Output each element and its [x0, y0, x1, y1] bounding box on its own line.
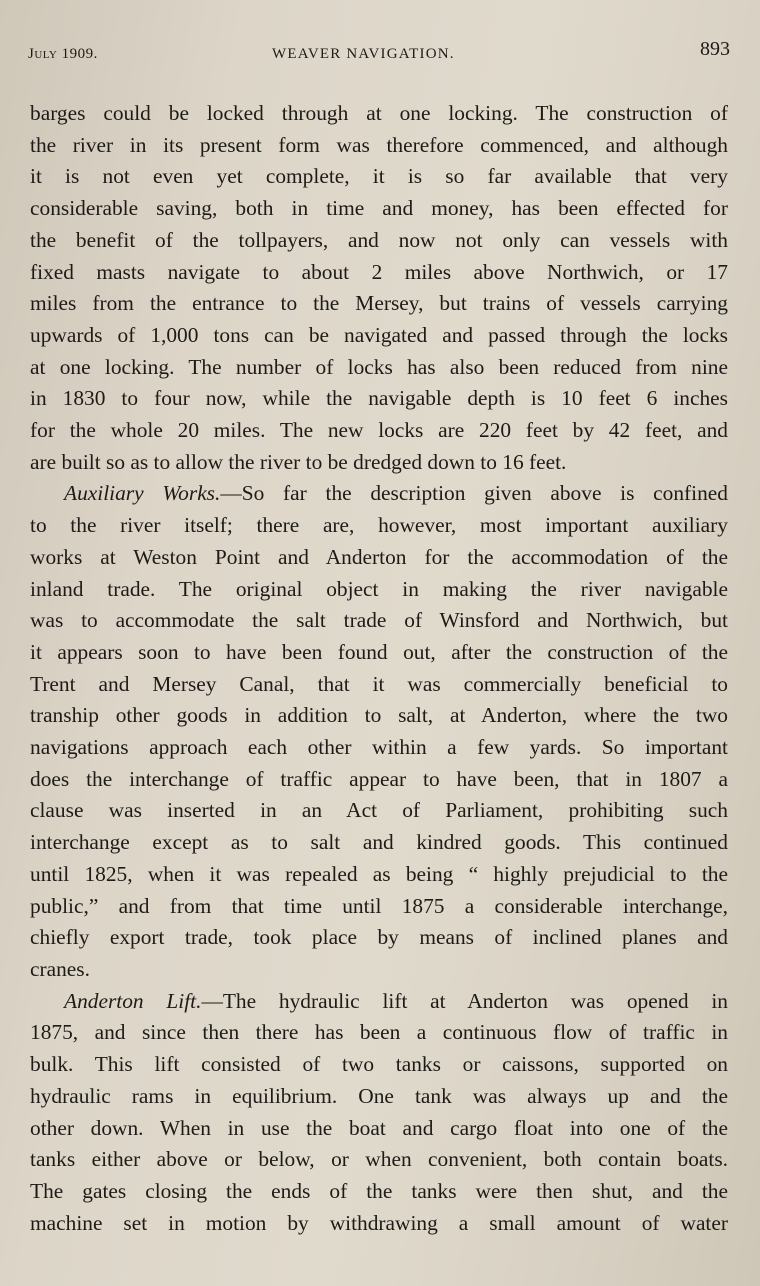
text-line: it is not even yet complete, it is so far available that very	[30, 164, 728, 189]
paragraph-3	[30, 986, 728, 1240]
text-line: cranes.	[30, 956, 90, 981]
text-line: until 1825, when it was repealed as being “ highly prejudicial to the	[30, 861, 728, 886]
text-line: public,” and from that time until 1875 a considerable interchange,	[30, 893, 728, 918]
text-line: Trent and Mersey Canal, that it was commercially beneficial to	[30, 671, 728, 696]
text-run: —The hydraulic lift at Anderton was opened in	[201, 988, 729, 1013]
section-lead: Anderton Lift.	[64, 988, 202, 1013]
text-line: it appears soon to have been found out, after the construction of the	[30, 639, 728, 664]
body-text	[30, 98, 728, 1239]
text-line: upwards of 1,000 tons can be navigated and passed through the locks	[30, 322, 728, 347]
text-line: tanks either above or below, or when convenient, both contain boats.	[30, 1147, 728, 1172]
text-line: works at Weston Point and Anderton for the accommodation of the	[30, 544, 728, 569]
text-line: navigations approach each other within a few yards. So important	[30, 735, 728, 760]
text-line: are built so as to allow the river to be dredged down to 16 feet.	[30, 449, 567, 474]
text-line: was to accommodate the salt trade of Winsford and Northwich, but	[30, 608, 728, 633]
text-line: other down. When in use the boat and cargo float into one of the	[30, 1115, 728, 1140]
header-title: WEAVER NAVIGATION.	[272, 46, 455, 62]
text-line: barges could be locked through at one locking. The construction of	[30, 101, 728, 125]
text-line: machine set in motion by withdrawing a small amount of water	[30, 1210, 728, 1235]
text-line: to the river itself; there are, however, most important auxiliary	[30, 513, 728, 538]
text-line: in 1830 to four now, while the navigable depth is 10 feet 6 inches	[30, 386, 728, 411]
text-line: the river in its present form was therefore commenced, and although	[30, 132, 728, 157]
text-line: clause was inserted in an Act of Parliament, prohibiting such	[30, 798, 728, 823]
text-line: the benefit of the tollpayers, and now not only can vessels with	[30, 227, 728, 252]
text-line-first	[30, 986, 728, 1018]
text-line: at one locking. The number of locks has also been reduced from nine	[30, 354, 728, 379]
text-line: chiefly export trade, took place by means of inclined planes and	[30, 925, 728, 950]
running-head	[28, 38, 730, 68]
text-line: tranship other goods in addition to salt, at Anderton, where the two	[30, 703, 728, 728]
text-line: interchange except as to salt and kindred goods. This continued	[30, 830, 728, 855]
text-line: hydraulic rams in equilibrium. One tank was always up and the	[30, 1083, 728, 1108]
text-line: The gates closing the ends of the tanks were then shut, and the	[30, 1178, 728, 1203]
paragraph-1	[30, 98, 728, 478]
page-number: 893	[700, 38, 730, 60]
section-lead: Auxiliary Works.	[64, 481, 221, 506]
text-line: inland trade. The original object in making the river navigable	[30, 576, 728, 601]
text-line: considerable saving, both in time and money, has been effected for	[30, 196, 728, 221]
text-run: —So far the description given above is confined	[220, 481, 728, 506]
text-line: fixed masts navigate to about 2 miles above Northwich, or 17	[30, 259, 728, 284]
paragraph-2	[30, 478, 728, 985]
header-date: July 1909.	[28, 46, 98, 62]
text-line: for the whole 20 miles. The new locks are 220 feet by 42 feet, and	[30, 418, 728, 443]
text-line: miles from the entrance to the Mersey, but trains of vessels carrying	[30, 291, 728, 316]
text-line: does the interchange of traffic appear to have been, that in 1807 a	[30, 766, 728, 791]
text-line: 1875, and since then there has been a continuous flow of traffic in	[30, 1020, 728, 1045]
text-line: bulk. This lift consisted of two tanks or caissons, supported on	[30, 1052, 728, 1077]
text-line-first	[30, 478, 728, 510]
